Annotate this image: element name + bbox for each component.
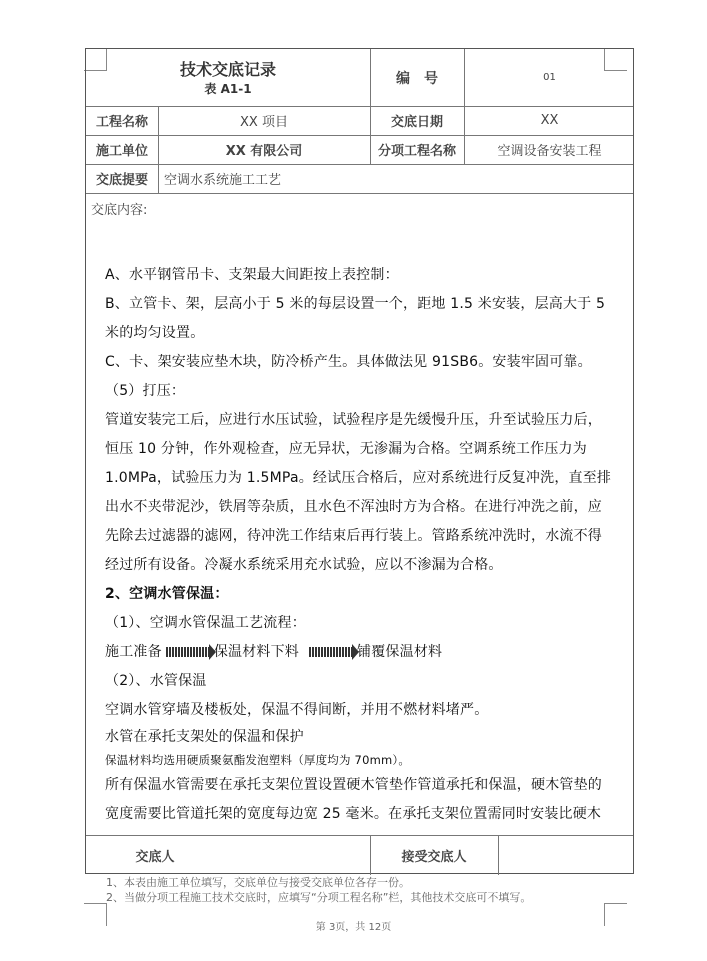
content-line: 管道安装完工后，应进行水压试验，试验程序是先缓慢升压，升至试验压力后，: [105, 412, 602, 428]
row-divider: [86, 193, 633, 194]
project-name-value: XX 项目: [240, 115, 288, 130]
flow-step: 施工准备: [105, 644, 162, 660]
flow-arrow-icon: [166, 647, 210, 657]
col-divider: [498, 835, 499, 875]
content-line: 先除去过滤器的滤网，待冲洗工作结束后再行装上。管路系统冲洗时，水流不得: [105, 528, 602, 544]
section-2-title: 2、空调水管保温：: [105, 586, 229, 602]
content-line: 经过所有设备。冷凝水系统采用充水试验，应以不渗漏为合格。: [105, 557, 503, 573]
content-line: （5）打压：: [105, 383, 186, 399]
content-line: 所有保温水管需要在承托支架位置设置硬木管垫作管道承托和保温，硬木管垫的: [105, 777, 602, 793]
content-line: 1.0MPa，试验压力为 1.5MPa。经试压合格后，应对系统进行反复冲洗，直至排: [105, 470, 612, 486]
content-line: B、立管卡、架，层高小于 5 米的每层设置一个，距地 1.5 米安装，层高大于 5: [105, 296, 606, 312]
subproject-name-value: 空调设备安装工程: [497, 144, 602, 159]
content-line: 恒压 10 分钟，作外观检查，应无异状，无渗漏为合格。空调系统工作压力为: [105, 441, 587, 457]
flow-title: （1）、空调水管保温工艺流程：: [105, 615, 306, 631]
subproject-name-label: 分项工程名称: [377, 144, 456, 159]
sub-2-title: （2）、水管保温: [105, 673, 207, 689]
note-item: 1、本表由施工单位填写，交底单位与接受交底单位各存一份。: [106, 876, 410, 889]
disclosure-date-value: XX: [540, 113, 559, 128]
sub-2-line: 空调水管穿墙及楼板处，保温不得间断，并用不燃材料堵严。: [105, 702, 489, 718]
summary-label: 交底提要: [95, 173, 148, 188]
form-notes: [106, 875, 531, 905]
process-flow: [105, 638, 625, 667]
content-line: 米的均匀设置。: [105, 325, 205, 341]
serial-number-value: 01: [543, 72, 556, 83]
page-indicator: 第 3页，共 12页: [315, 922, 392, 933]
summary-value: 空调水系统施工工艺: [164, 173, 282, 188]
content-heading: 交底内容:: [91, 203, 148, 218]
content-line: C、卡、架安装应垫木块，防冷桥产生。具体做法见 91SB6。安装牢固可靠。: [105, 354, 592, 370]
flow-arrow-icon: [309, 647, 353, 657]
form-title: 技术交底记录: [179, 59, 276, 79]
form-number-label: 表 A1-1: [204, 81, 252, 96]
content-line: 宽度需要比管道托架的宽度每边宽 25 毫米。在承托支架位置需同时安装比硬木: [105, 806, 602, 822]
content-line: 出水不夹带泥沙，铁屑等杂质，且水色不浑浊时方为合格。在进行冲洗之前，应: [105, 499, 602, 515]
material-note: 保温材料均选用硬质聚氨酯发泡塑料（厚度均为 70mm）。: [105, 753, 411, 767]
support-title: 水管在承托支架处的保温和保护: [105, 729, 304, 745]
serial-number-label: 编 号: [396, 70, 438, 87]
flow-step: 保温材料下料: [213, 644, 300, 660]
flow-step: 铺覆保温材料: [357, 644, 443, 660]
receiver-label: 接受交底人: [401, 849, 467, 865]
discloser-label: 交底人: [135, 849, 175, 865]
disclosure-date-label: 交底日期: [390, 115, 443, 130]
note-item: 2、当做分项工程施工技术交底时，应填写“分项工程名称”栏，其他技术交底可不填写。: [106, 891, 532, 904]
content-line: A、水平钢管吊卡、支架最大间距按上表控制：: [105, 267, 399, 283]
construction-unit-label: 施工单位: [95, 144, 148, 159]
construction-unit-value: XX 有限公司: [225, 144, 303, 159]
project-name-label: 工程名称: [95, 115, 148, 130]
